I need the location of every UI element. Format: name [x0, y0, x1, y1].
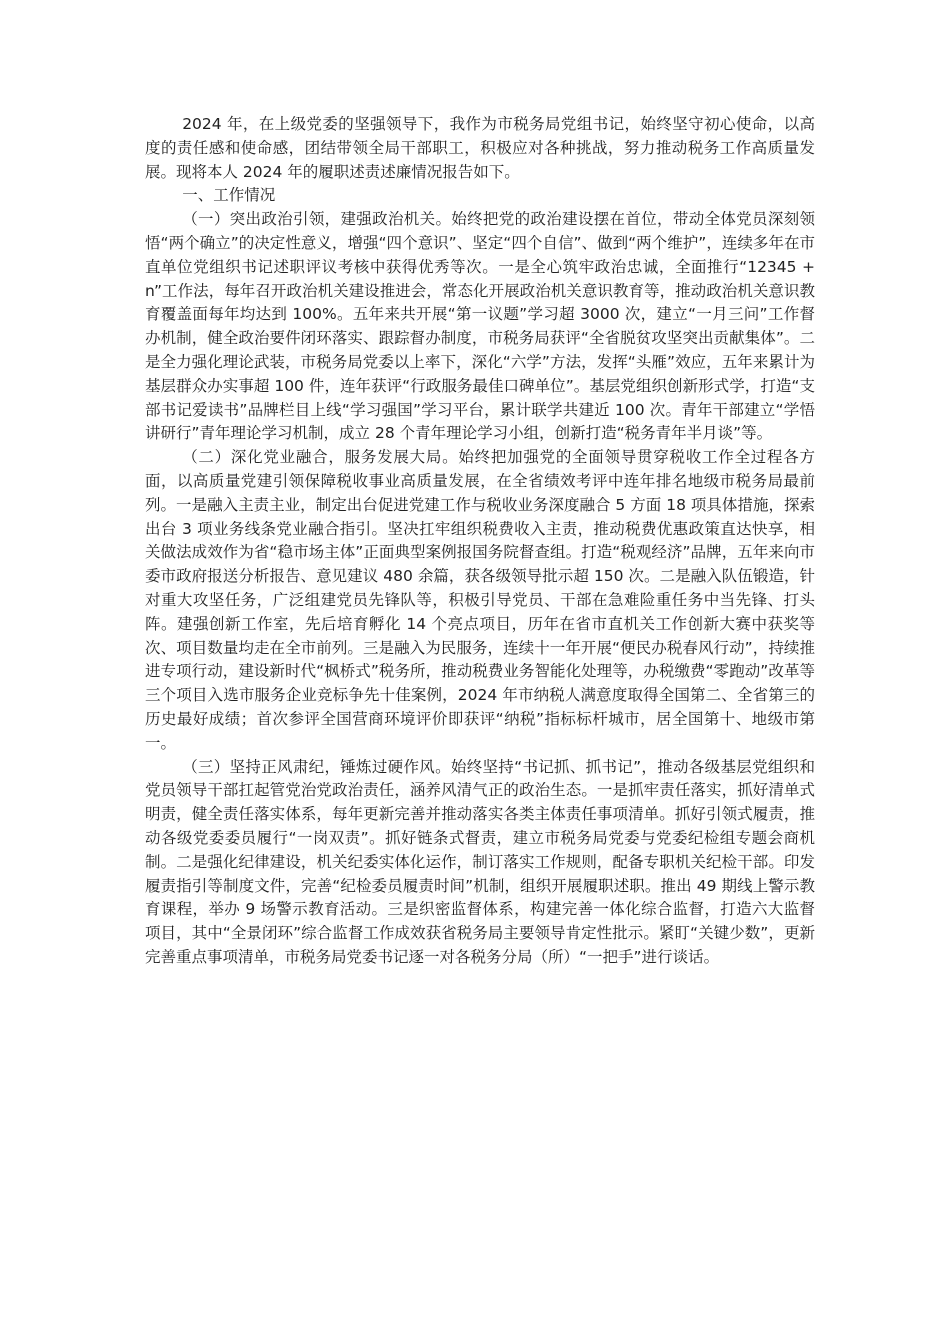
document-body — [145, 113, 815, 970]
paragraph-political-leadership: （一）突出政治引领，建强政治机关。始终把党的政治建设摆在首位，带动全体党员深刻领悟“两个确立”的决定性意义，增强“四个意识”、坚定“四个自信”、做到“两个维护”，连续多年在市直单位党组织书记述职评议考核中获得优秀等次。一是全心筑牢政治忠诚，全面推行“12345 + n”工作法，每年召开政治机关建设推进会，常态化开展政治机关意识教育等，推动政治机关意识教育覆盖面每年均达到 100%。五年来共开展“第一议题”学习超 3000 次，建立“一月三问”工作督办机制，健全政治要件闭环落实、跟踪督办制度，市税务局获评“全省脱贫攻坚突出贡献集体”。二是全力强化理论武装，市税务局党委以上率下，深化“六学”方法，发挥“头雁”效应，五年来累计为基层群众办实事超 100 件，连年获评“行政服务最佳口碑单位”。基层党组织创新形式学，打造“支部书记爱读书”品牌栏目上线“学习强国”学习平台，累计联学共建近 100 次。青年干部建立“学悟讲研行”青年理论学习机制，成立 28 个青年理论学习小组，创新打造“税务青年半月谈”等。 — [145, 210, 815, 443]
intro-paragraph: 2024 年，在上级党委的坚强领导下，我作为市税务局党组书记，始终坚守初心使命，以高度的责任感和使命感，团结带领全局干部职工，积极应对各种挑战，努力推动税务工作高质量发展。现将本人 2024 年的履职述责述廉情况报告如下。 — [145, 115, 815, 181]
paragraph-party-business-integration: （二）深化党业融合，服务发展大局。始终把加强党的全面领导贯穿税收工作全过程各方面，以高质量党建引领保障税收事业高质量发展，在全省绩效考评中连年排名地级市税务局最前列。一是融入主责主业，制定出台促进党建工作与税收业务深度融合 5 方面 18 项具体措施，探索出台 3 项业务线条党业融合指引。坚决扛牢组织税费收入主责，推动税费优惠政策直达快享，相关做法成效作为省“稳市场主体”正面典型案例报国务院督查组。打造“税观经济”品牌，五年来向市委市政府报送分析报告、意见建议 480 余篇，获各级领导批示超 150 次。二是融入队伍锻造，针对重大攻坚任务，广泛组建党员先锋队等，积极引导党员、干部在急难险重任务中当先锋、打头阵。建强创新工作室，先后培育孵化 14 个亮点项目，历年在省市直机关工作创新大赛中获奖等次、项目数量均走在全市前列。三是融入为民服务，连续十一年开展“便民办税春风行动”，持续推进专项行动，建设新时代“枫桥式”税务所，推动税费业务智能化处理等，办税缴费“零跑动”改革等三个项目入选市服务企业竞标争先十佳案例，2024 年市纳税人满意度取得全国第二、全省第三的历史最好成绩；首次参评全国营商环境评价即获评“纳税”指标标杆城市，居全国第十、地级市第一。 — [145, 448, 815, 752]
section-heading-work-status: 一、工作情况 — [182, 186, 276, 205]
paragraph-discipline-style: （三）坚持正风肃纪，锤炼过硬作风。始终坚持“书记抓、抓书记”，推动各级基层党组织和党员领导干部扛起管党治党政治责任，涵养风清气正的政治生态。一是抓牢责任落实，抓好清单式明责，健全责任落实体系，每年更新完善并推动落实各类主体责任事项清单。抓好引领式履责，推动各级党委委员履行“一岗双责”。抓好链条式督责，建立市税务局党委与党委纪检组专题会商机制。二是强化纪律建设，机关纪委实体化运作，制订落实工作规则，配备专职机关纪检干部。印发履责指引等制度文件，完善“纪检委员履责时间”机制，组织开展履职述职。推出 49 期线上警示教育课程，举办 9 场警示教育活动。三是织密监督体系，构建完善一体化综合监督，打造六大监督项目，其中“全景闭环”综合监督工作成效获省税务局主要领导肯定性批示。紧盯“关键少数”，更新完善重点事项清单，市税务局党委书记逐一对各税务分局（所）“一把手”进行谈话。 — [145, 757, 815, 966]
